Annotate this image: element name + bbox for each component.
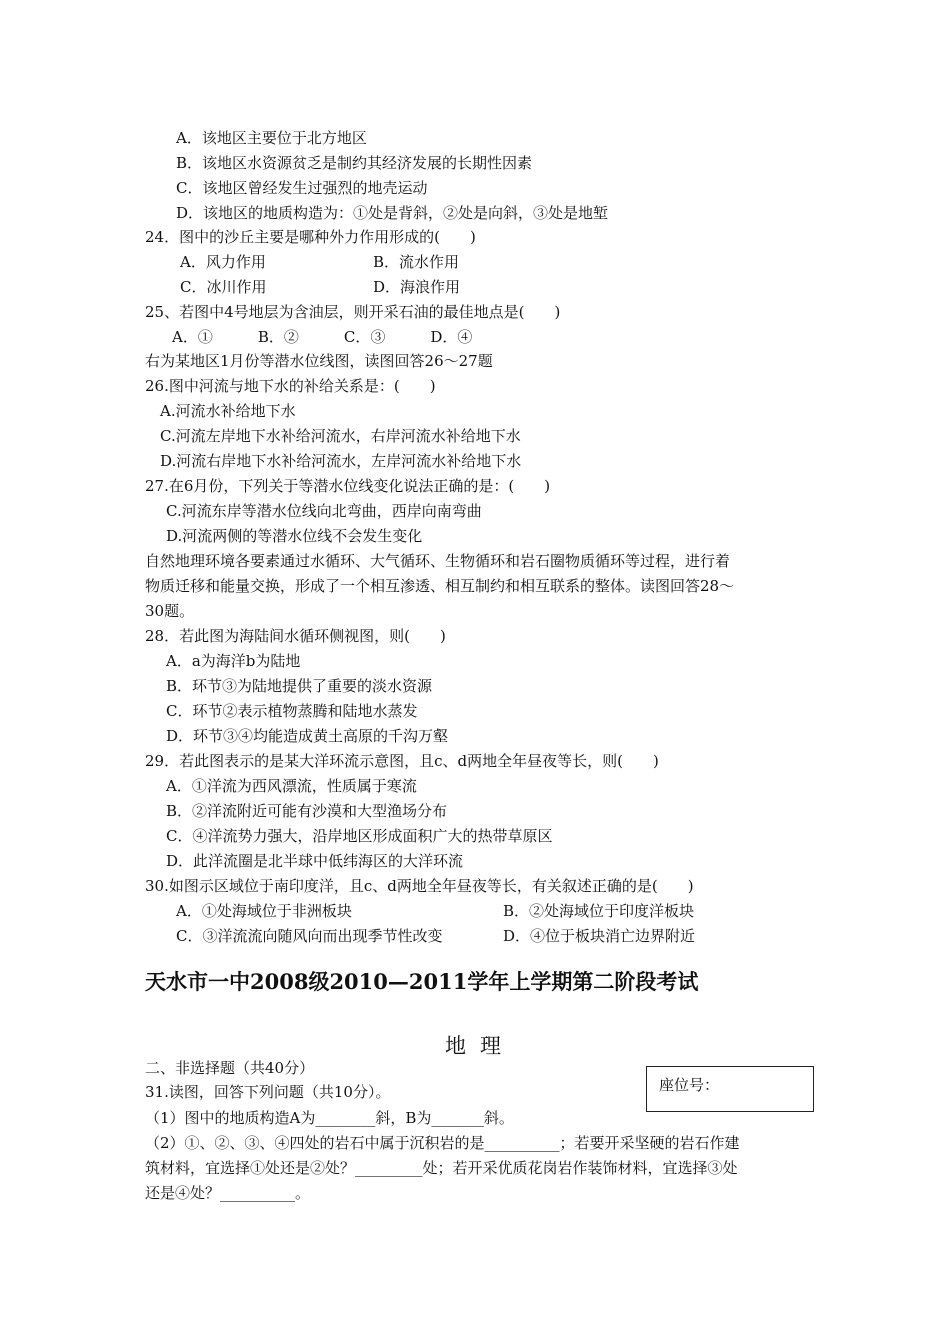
q31-part2-line3: 还是④处？__________。 xyxy=(145,1184,311,1202)
q27-stem: 27.在6月份，下列关于等潜水位线变化说法正确的是：( ) xyxy=(145,477,551,495)
q31-stem: 31.读图，回答下列问题（共10分）。 xyxy=(145,1083,391,1101)
q24-option-a: A．风力作用 xyxy=(180,253,266,271)
q23-option-c: C．该地区曾经发生过强烈的地壳运动 xyxy=(176,179,428,197)
intro-26-27: 右为某地区1月份等潜水位线图，读图回答26～27题 xyxy=(145,352,493,370)
q27-option-c: C.河流东岸等潜水位线向北弯曲，西岸向南弯曲 xyxy=(166,502,482,520)
q30-option-a: A．①处海域位于非洲板块 xyxy=(176,902,352,920)
q24-option-b: B．流水作用 xyxy=(373,253,460,271)
q24-option-d: D．海浪作用 xyxy=(373,278,461,296)
q26-option-c: C.河流左岸地下水补给河流水，右岸河流水补给地下水 xyxy=(160,427,521,445)
q24-option-c: C．冰川作用 xyxy=(180,278,267,296)
q31-part1: （1）图中的地质构造A为________斜，B为_______斜。 xyxy=(145,1109,514,1127)
q29-option-c: C．④洋流势力强大，沿岸地区形成面积广大的热带草原区 xyxy=(166,827,553,845)
q25-options: A．① B．② C．③ D．④ xyxy=(172,328,473,346)
q30-option-c: C．③洋流流向随风向而出现季节性改变 xyxy=(176,927,443,945)
q31-part2-line1: （2）①、②、③、④四处的岩石中属于沉积岩的是__________；若要开采坚硬的岩石作建 xyxy=(145,1134,740,1152)
q29-option-a: A．①洋流为西风漂流，性质属于寒流 xyxy=(166,777,417,795)
intro-28-30-line2: 物质迁移和能量交换，形成了一个相互渗透、相互制约和相互联系的整体。读图回答28～ xyxy=(145,577,735,595)
q31-part2-line2: 筑材料，宜选择①处还是②处？_________处；若开采优质花岗岩作装饰材料，宜选择③处 xyxy=(145,1159,738,1177)
q30-option-b: B．②处海域位于印度洋板块 xyxy=(503,902,695,920)
q30-stem: 30.如图示区域位于南印度洋，且c、d两地全年昼夜等长，有关叙述正确的是( ) xyxy=(145,877,694,895)
section-2-heading: 二、非选择题（共40分） xyxy=(145,1059,315,1077)
intro-28-30-line3: 30题。 xyxy=(145,602,195,620)
q24-stem: 24．图中的沙丘主要是哪种外力作用形成的( ) xyxy=(145,228,476,246)
q29-option-d: D．此洋流圈是北半球中低纬海区的大洋环流 xyxy=(166,852,464,870)
q23-option-b: B．该地区水资源贫乏是制约其经济发展的长期性因素 xyxy=(176,154,533,172)
q23-option-a: A．该地区主要位于北方地区 xyxy=(176,129,367,147)
q26-stem: 26.图中河流与地下水的补给关系是：( ) xyxy=(145,377,436,395)
q25-stem: 25、若图中4号地层为含油层，则开采石油的最佳地点是( ) xyxy=(145,303,561,321)
q28-stem: 28．若此图为海陆间水循环侧视图，则( ) xyxy=(145,627,446,645)
q27-option-d: D.河流两侧的等潜水位线不会发生变化 xyxy=(166,527,423,545)
q28-option-b: B．环节③为陆地提供了重要的淡水资源 xyxy=(166,677,433,695)
subject-title: 地理 xyxy=(445,1034,515,1058)
q28-option-a: A．a为海洋b为陆地 xyxy=(166,652,301,670)
q28-option-c: C．环节②表示植物蒸腾和陆地水蒸发 xyxy=(166,702,418,720)
q26-option-d: D.河流右岸地下水补给河流水，左岸河流水补给地下水 xyxy=(160,452,522,470)
q28-option-d: D．环节③④均能造成黄土高原的千沟万壑 xyxy=(166,727,449,745)
q30-option-d: D．④位于板块消亡边界附近 xyxy=(503,927,696,945)
q29-stem: 29．若此图表示的是某大洋环流示意图，且c、d两地全年昼夜等长，则( ) xyxy=(145,752,659,770)
seat-number-label: 座位号： xyxy=(659,1076,720,1094)
q26-option-a: A.河流水补给地下水 xyxy=(160,402,296,420)
intro-28-30-line1: 自然地理环境各要素通过水循环、大气循环、生物循环和岩石圈物质循环等过程，进行着 xyxy=(145,552,731,570)
q23-option-d: D．该地区的地质构造为：①处是背斜，②处是向斜，③处是地堑 xyxy=(176,204,609,222)
q29-option-b: B．②洋流附近可能有沙漠和大型渔场分布 xyxy=(166,802,448,820)
seat-number-box[interactable] xyxy=(646,1066,814,1112)
exam-title: 天水市一中2008级2010—2011学年上学期第二阶段考试 xyxy=(145,969,699,994)
